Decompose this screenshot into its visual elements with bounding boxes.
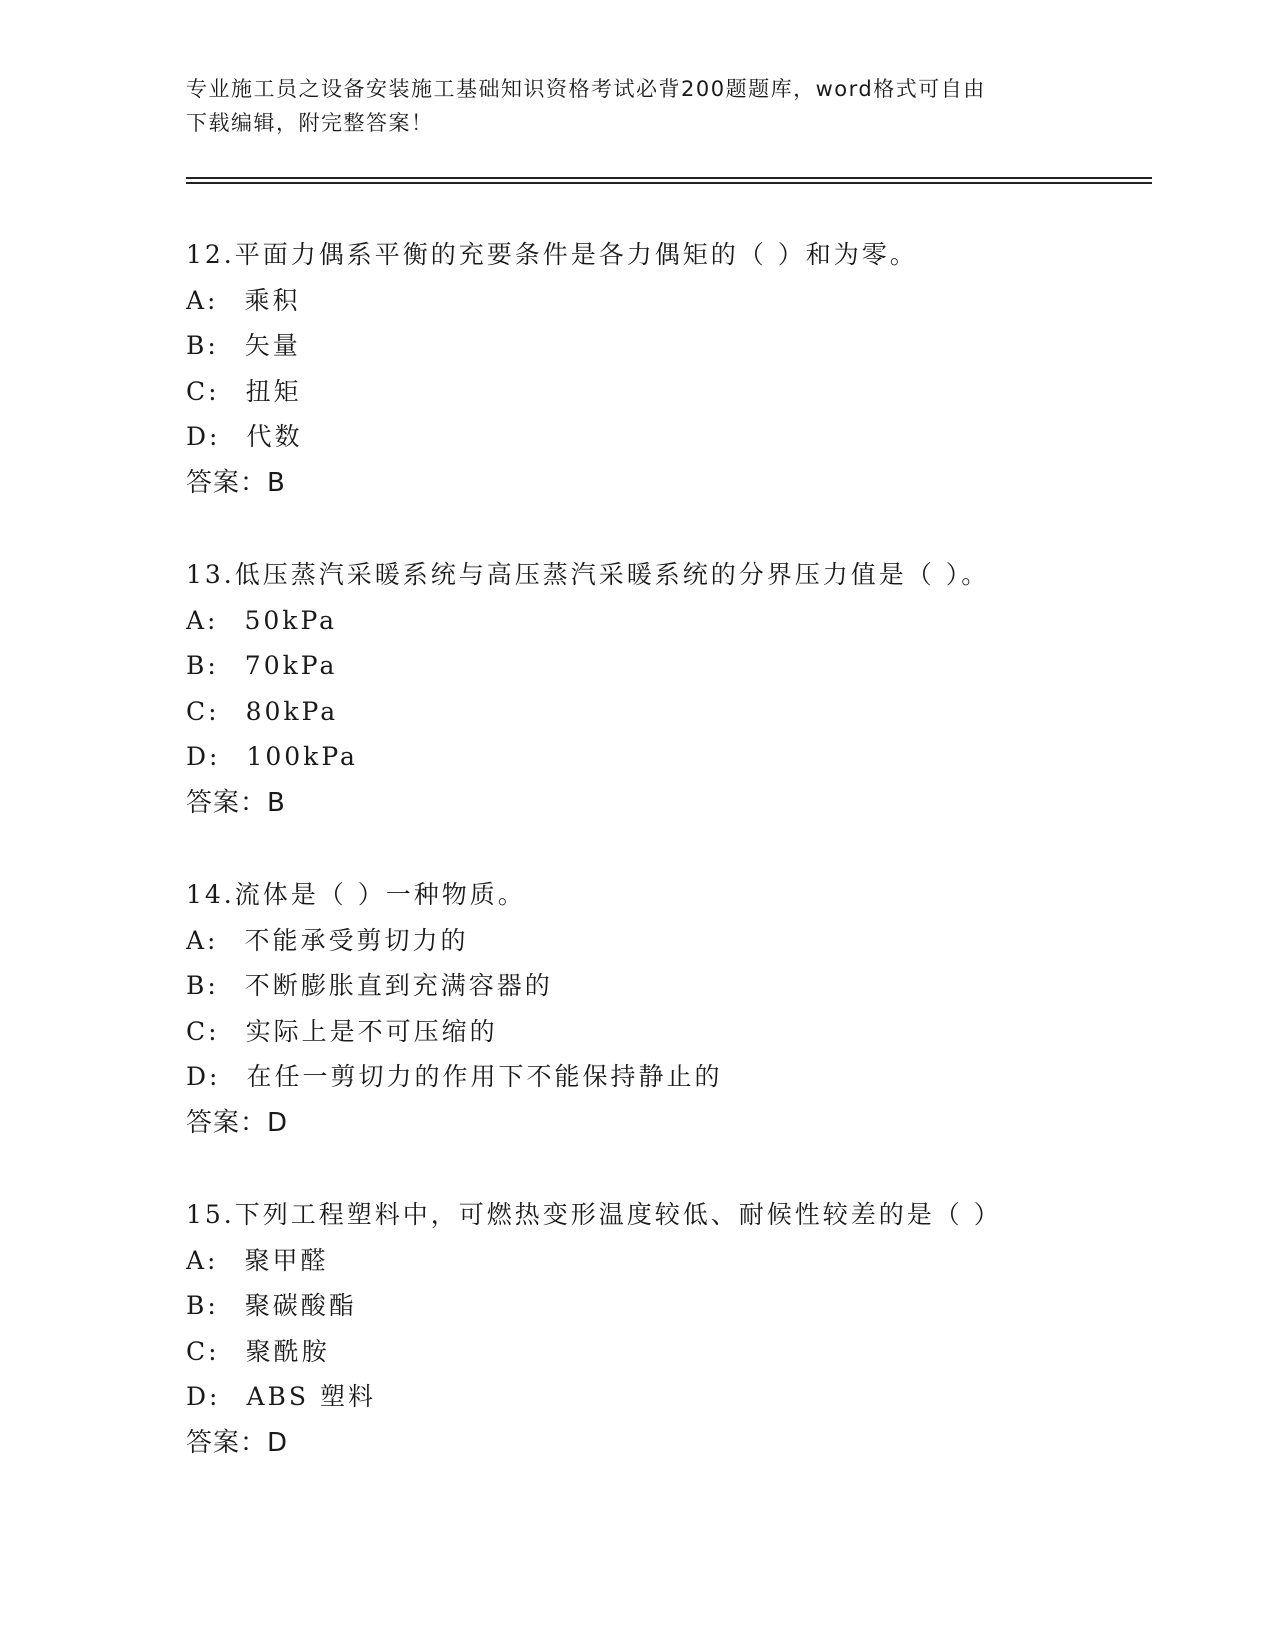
option-key: A: xyxy=(186,605,219,635)
option-b xyxy=(186,643,1146,689)
header-line-2: 下载编辑，附完整答案！ xyxy=(186,111,434,135)
option-c xyxy=(186,369,1146,415)
option-text: 50kPa xyxy=(244,605,338,635)
question-13 xyxy=(186,552,1146,826)
option-b xyxy=(186,1283,1146,1329)
option-key: C: xyxy=(186,1336,220,1366)
option-b xyxy=(186,323,1146,369)
option-key: B: xyxy=(186,331,219,360)
option-text: 80kPa xyxy=(245,696,339,726)
option-text: 聚酰胺 xyxy=(245,1336,330,1366)
option-text: 矢量 xyxy=(244,331,301,360)
option-a xyxy=(186,598,1146,644)
answer: 答案：D xyxy=(186,1427,289,1458)
option-key: A: xyxy=(186,1245,219,1275)
option-key: B: xyxy=(186,1291,219,1320)
option-d xyxy=(186,734,1146,780)
option-text: 在任一剪切力的作用下不能保持静止的 xyxy=(246,1062,723,1091)
option-text: 实际上是不可压缩的 xyxy=(245,1016,498,1046)
question-title: 15.下列工程塑料中，可燃热变形温度较低、耐候性较差的是（ ） xyxy=(186,1200,1002,1229)
option-key: A: xyxy=(186,285,219,315)
option-c xyxy=(186,1329,1146,1375)
option-d xyxy=(186,1054,1146,1100)
option-text: 聚甲醛 xyxy=(244,1245,329,1275)
header-line-1: 专业施工员之设备安装施工基础知识资格考试必背200题题库，word格式可自由 xyxy=(186,77,986,101)
option-key: C: xyxy=(186,376,220,406)
question-title: 13.低压蒸汽采暖系统与高压蒸汽采暖系统的分界压力值是（ ）。 xyxy=(186,560,990,589)
option-key: C: xyxy=(186,1016,220,1046)
option-d xyxy=(186,1374,1146,1420)
option-text: 乘积 xyxy=(244,285,301,315)
question-title: 14.流体是（ ）一种物质。 xyxy=(186,880,526,909)
option-text: 代数 xyxy=(246,422,303,451)
option-text: 聚碳酸酯 xyxy=(244,1291,357,1320)
header-divider-top xyxy=(186,177,1152,179)
option-key: B: xyxy=(186,651,219,680)
option-text: 70kPa xyxy=(244,651,338,680)
option-text: 扭矩 xyxy=(245,376,302,406)
option-key: D: xyxy=(186,422,221,451)
option-key: D: xyxy=(186,742,221,771)
option-a xyxy=(186,918,1146,964)
option-b xyxy=(186,963,1146,1009)
question-14 xyxy=(186,872,1146,1146)
document-header xyxy=(186,72,1086,140)
question-15 xyxy=(186,1192,1146,1466)
answer: 答案：B xyxy=(186,787,286,818)
answer: 答案：B xyxy=(186,467,286,498)
option-text: 不能承受剪切力的 xyxy=(244,925,469,955)
answer: 答案：D xyxy=(186,1107,289,1138)
option-d xyxy=(186,414,1146,460)
option-key: A: xyxy=(186,925,219,955)
question-12 xyxy=(186,232,1146,506)
header-divider-bottom xyxy=(186,182,1152,184)
option-key: B: xyxy=(186,971,219,1000)
option-text: 100kPa xyxy=(246,742,358,771)
option-c xyxy=(186,1009,1146,1055)
option-a xyxy=(186,1238,1146,1284)
question-title: 12.平面力偶系平衡的充要条件是各力偶矩的（ ）和为零。 xyxy=(186,240,918,269)
option-key: D: xyxy=(186,1062,221,1091)
option-a xyxy=(186,278,1146,324)
option-key: D: xyxy=(186,1382,221,1411)
option-text: 不断膨胀直到充满容器的 xyxy=(244,971,553,1000)
option-key: C: xyxy=(186,696,220,726)
option-text: ABS 塑料 xyxy=(246,1382,376,1411)
option-c xyxy=(186,689,1146,735)
